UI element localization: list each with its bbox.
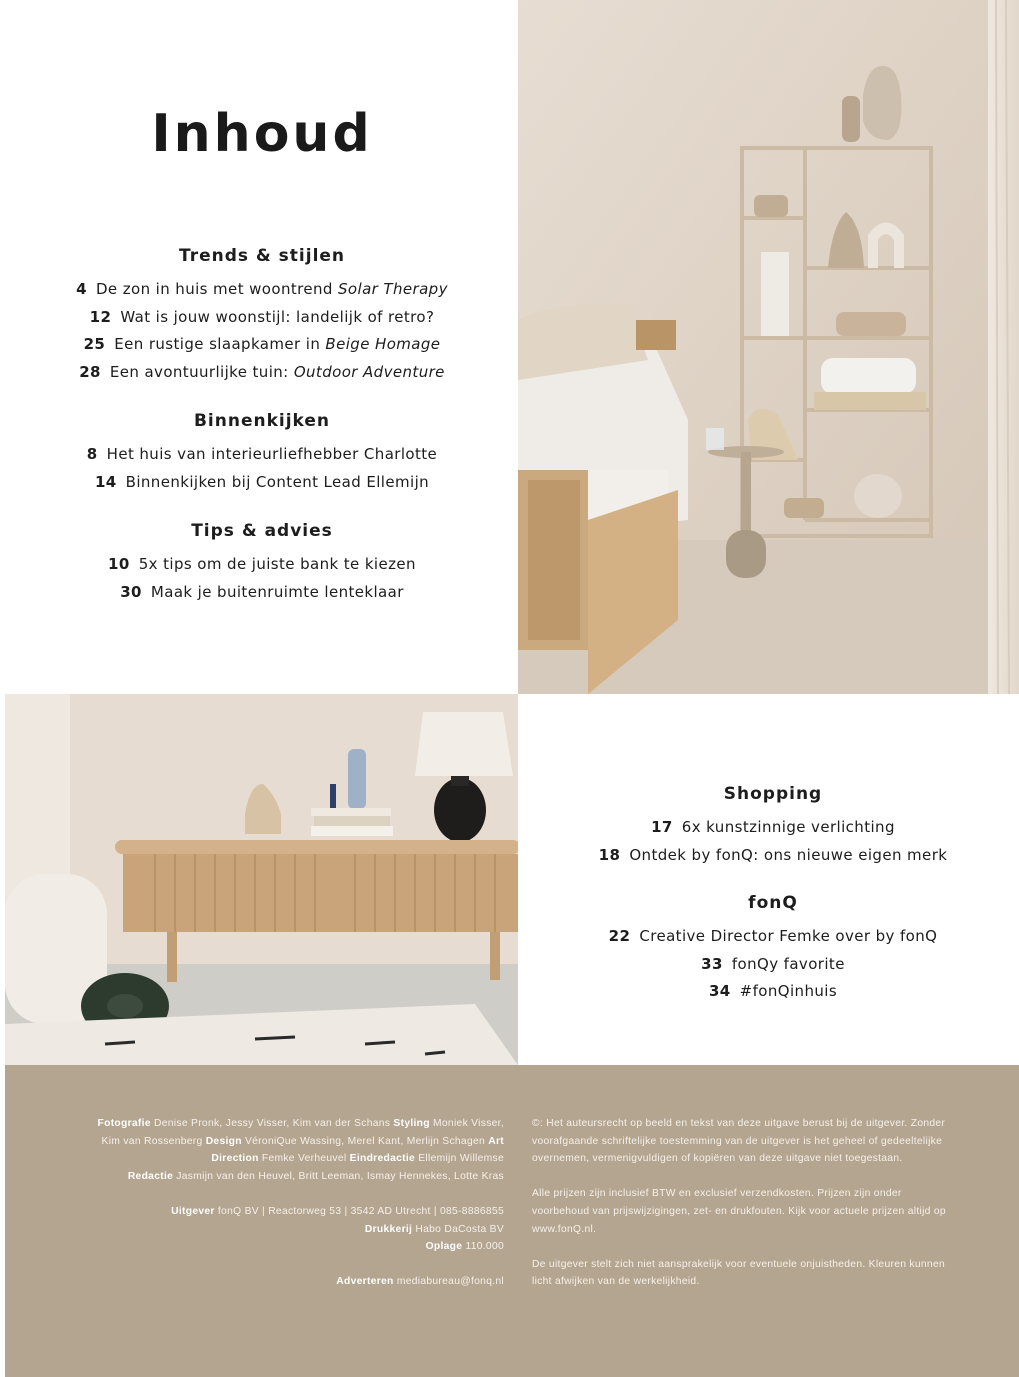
colophon-legal: [532, 1115, 952, 1309]
credit-value: Habo DaCosta BV: [412, 1223, 504, 1235]
page-number: 33: [701, 954, 723, 973]
toc-section-fonq: [518, 893, 1019, 1006]
credit-value: Denise Pronk, Jessy Visser, Kim van der Schans: [150, 1118, 394, 1129]
credit-label: Design: [205, 1135, 242, 1147]
toc-item: [518, 814, 1019, 842]
credit-label: Oplage: [425, 1241, 463, 1253]
article-title: De zon in huis met woontrend: [95, 280, 339, 298]
sideboard-photo-illustration: [5, 694, 518, 1065]
page-number: 14: [94, 472, 117, 491]
article-title: 5x tips om de juiste bank te kiezen: [138, 555, 416, 573]
page-number: 18: [598, 845, 621, 864]
copyright-text: ©: Het auteursrecht op beeld en tekst van deze uitgave berust bij de uitgever. Zonder voorafgaande schriftelijke toestemming van de uitgever is het geheel of gedeeltelijke overnemen, vermenigvuldigen of kopiëren van deze uitgave niet toegestaan.: [532, 1118, 946, 1165]
toc-list: [0, 551, 524, 606]
toc-section-shopping: [518, 784, 1019, 869]
article-title-italic: Outdoor Adventure: [293, 362, 445, 381]
page-number: 17: [651, 818, 673, 836]
toc-item: [0, 441, 524, 469]
toc-section-binnenkijken: [0, 411, 524, 496]
article-title: #fonQinhuis: [739, 982, 838, 1000]
credit-value: Moniek Visser, Kim van Rossenberg: [101, 1118, 504, 1147]
price-disclaimer: Alle prijzen zijn inclusief BTW en exclusief verzendkosten. Prijzen zijn onder voorbehoud van prijswijzigingen, zet- en drukfouten. Kijk voor actuele prijzen altijd op www.fonQ.nl.: [532, 1188, 946, 1235]
article-title: Binnenkijken bij Content Lead Ellemijn: [125, 472, 430, 491]
toc-item: [518, 978, 1019, 1006]
article-title: Creative Director Femke over by fonQ: [639, 927, 938, 945]
page-number: 25: [83, 335, 106, 353]
toc-item: [0, 331, 524, 359]
article-title-italic: Solar Therapy: [338, 280, 448, 298]
sideboard-photo: [5, 694, 518, 1065]
toc-item: [0, 304, 524, 332]
article-title-italic: Beige Homage: [325, 335, 441, 353]
page-number: 4: [76, 280, 87, 298]
toc-list: [518, 814, 1019, 869]
credit-label: Redactie: [127, 1170, 174, 1182]
credit-value: Ellemijn Willemse: [415, 1153, 504, 1165]
section-heading: fonQ: [748, 893, 798, 913]
section-heading: Binnenkijken: [193, 411, 331, 431]
credit-label: Adverteren: [336, 1276, 394, 1288]
toc-item: [518, 951, 1019, 979]
toc-item: [0, 359, 524, 387]
credit-value: mediabureau@fonq.nl: [393, 1276, 504, 1288]
toc-section-trends: [0, 246, 524, 386]
credit-value: Femke Verheuvel: [258, 1153, 350, 1165]
article-title: Ontdek by fonQ: ons nieuwe eigen merk: [629, 845, 948, 864]
toc-item: [0, 579, 524, 607]
credit-label: Art Direction: [211, 1135, 504, 1165]
toc-item: [0, 469, 524, 497]
credit-value: 110.000: [462, 1241, 504, 1253]
toc-list: [0, 276, 524, 386]
page-number: 10: [108, 555, 130, 573]
credit-label: Drukkerij: [364, 1223, 413, 1235]
bedroom-photo-illustration: [518, 0, 1019, 694]
credit-label: Fotografie: [97, 1118, 151, 1129]
credit-label: Eindredactie: [349, 1153, 416, 1165]
bedroom-photo: [518, 0, 1019, 694]
credit-value: Jasmijn van den Heuvel, Britt Leeman, Ismay Hennekes, Lotte Kras: [173, 1170, 504, 1182]
article-title: fonQy favorite: [731, 954, 845, 973]
toc-item: [518, 842, 1019, 870]
article-title: Wat is jouw woonstijl: landelijk of retro?: [120, 307, 435, 326]
article-title: Maak je buitenruimte lenteklaar: [150, 582, 404, 601]
toc-list: [518, 923, 1019, 1006]
article-title: Een avontuurlijke tuin:: [109, 362, 294, 381]
toc-item: [0, 551, 524, 579]
article-title: Het huis van interieurliefhebber Charlotte: [106, 445, 438, 463]
credit-value: fonQ BV | Reactorweg 53 | 3542 AD Utrecht | 085-8886855: [214, 1205, 504, 1217]
credit-label: Styling: [393, 1118, 430, 1129]
toc-item: [518, 923, 1019, 951]
section-heading: Tips & advies: [191, 521, 333, 541]
liability-disclaimer: De uitgever stelt zich niet aansprakelijk voor eventuele onjuistheden. Kleuren kunnen licht afwijken van de werkelijkheid.: [532, 1258, 946, 1288]
toc-section-tips: [0, 521, 524, 606]
section-heading: Shopping: [723, 784, 823, 804]
credit-label: Uitgever: [171, 1205, 215, 1217]
credit-value: VéroniQue Wassing, Merel Kant, Merlijn Schagen: [241, 1135, 489, 1147]
colophon-credits: [90, 1115, 504, 1309]
toc-item: [0, 276, 524, 304]
toc-list: [0, 441, 524, 496]
page-title: Inhoud: [151, 104, 373, 164]
page-number: 34: [708, 982, 731, 1000]
page-number: 22: [608, 927, 631, 945]
page-number: 28: [79, 362, 101, 381]
article-title: 6x kunstzinnige verlichting: [681, 818, 895, 836]
article-title: Een rustige slaapkamer in: [114, 335, 326, 353]
page-number: 8: [86, 445, 98, 463]
section-heading: Trends & stijlen: [178, 246, 346, 266]
page-number: 12: [89, 307, 112, 326]
page-number: 30: [120, 582, 142, 601]
